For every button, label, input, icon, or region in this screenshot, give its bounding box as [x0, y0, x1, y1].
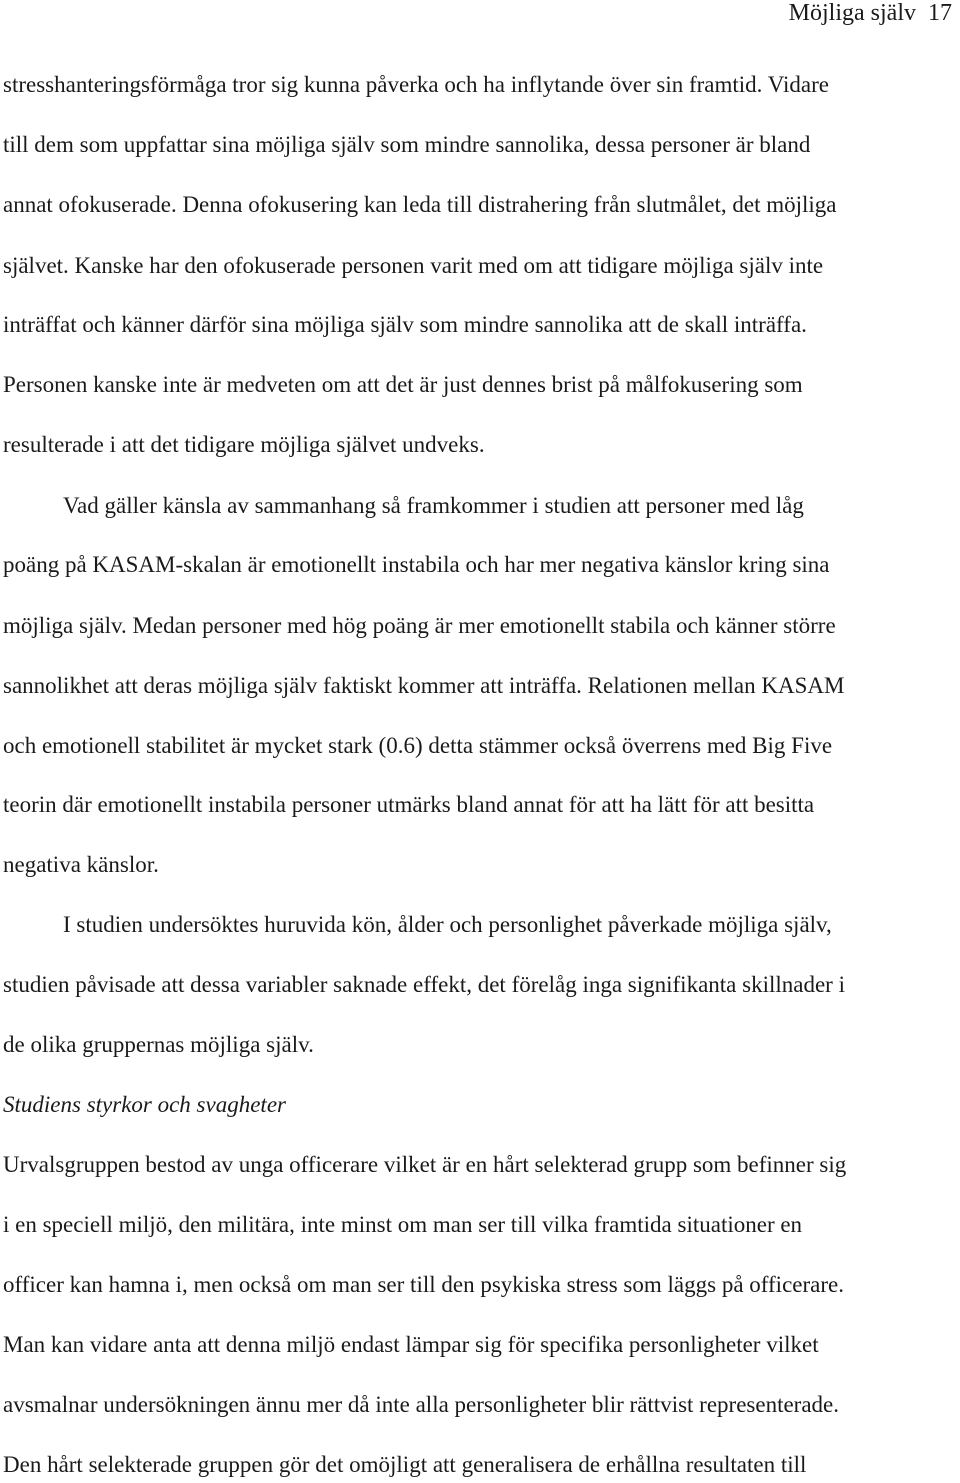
text-line: Urvalsgruppen bestod av unga officerare vilket är en hårt selekterad grupp som befinner sig	[3, 1152, 847, 1177]
page-number: 17	[928, 0, 952, 26]
text-line: i en speciell miljö, den militära, inte minst om man ser till vilka framtida situationer en	[3, 1212, 803, 1237]
text-line: självet. Kanske har den ofokuserade personen varit med om att tidigare möjliga själv inte	[3, 253, 824, 278]
running-title: Möjliga själv	[788, 0, 916, 26]
text-line: poäng på KASAM-skalan är emotionellt instabila och har mer negativa känslor kring sina	[3, 552, 830, 577]
text-line: studien påvisade att dessa variabler saknade effekt, det förelåg inga signifikanta skillnader i	[3, 972, 845, 997]
section-heading: Studiens styrkor och svagheter	[3, 1092, 286, 1117]
text-line: avsmalnar undersökningen ännu mer då inte alla personligheter blir rättvist representerade.	[3, 1392, 839, 1417]
text-line: till dem som uppfattar sina möjliga själv som mindre sannolika, dessa personer är bland	[3, 132, 811, 157]
text-line: Man kan vidare anta att denna miljö endast lämpar sig för specifika personligheter vilket	[3, 1332, 819, 1357]
text-line: sannolikhet att deras möjliga själv faktiskt kommer att inträffa. Relationen mellan KASAM	[3, 673, 845, 698]
paragraph-first-line: I studien undersöktes huruvida kön, ålder och personlighet påverkade möjliga själv,	[63, 912, 832, 937]
text-line: Personen kanske inte är medveten om att det är just dennes brist på målfokusering som	[3, 372, 803, 397]
running-header	[789, 0, 952, 28]
text-line: möjliga själv. Medan personer med hög poäng är mer emotionellt stabila och känner större	[3, 613, 836, 638]
text-line: annat ofokuserade. Denna ofokusering kan leda till distrahering från slutmålet, det möjliga	[3, 192, 837, 217]
text-line: resulterade i att det tidigare möjliga självet undveks.	[3, 432, 485, 457]
paragraph-first-line: Vad gäller känsla av sammanhang så framkommer i studien att personer med låg	[63, 493, 804, 518]
text-line: negativa känslor.	[3, 852, 159, 877]
text-line: Den hårt selekterade gruppen gör det omöjligt att generalisera de erhållna resultaten till	[3, 1452, 807, 1477]
text-line: stresshanteringsförmåga tror sig kunna påverka och ha inflytande över sin framtid. Vidare	[3, 72, 829, 97]
text-line: teorin där emotionellt instabila personer utmärks bland annat för att ha lätt för att besitta	[3, 792, 815, 817]
text-line: och emotionell stabilitet är mycket stark (0.6) detta stämmer också överrens med Big Five	[3, 733, 833, 758]
text-line: de olika gruppernas möjliga själv.	[3, 1032, 314, 1057]
text-line: officer kan hamna i, men också om man ser till den psykiska stress som läggs på officerare.	[3, 1272, 844, 1297]
text-line: inträffat och känner därför sina möjliga själv som mindre sannolika att de skall inträffa.	[3, 312, 807, 337]
